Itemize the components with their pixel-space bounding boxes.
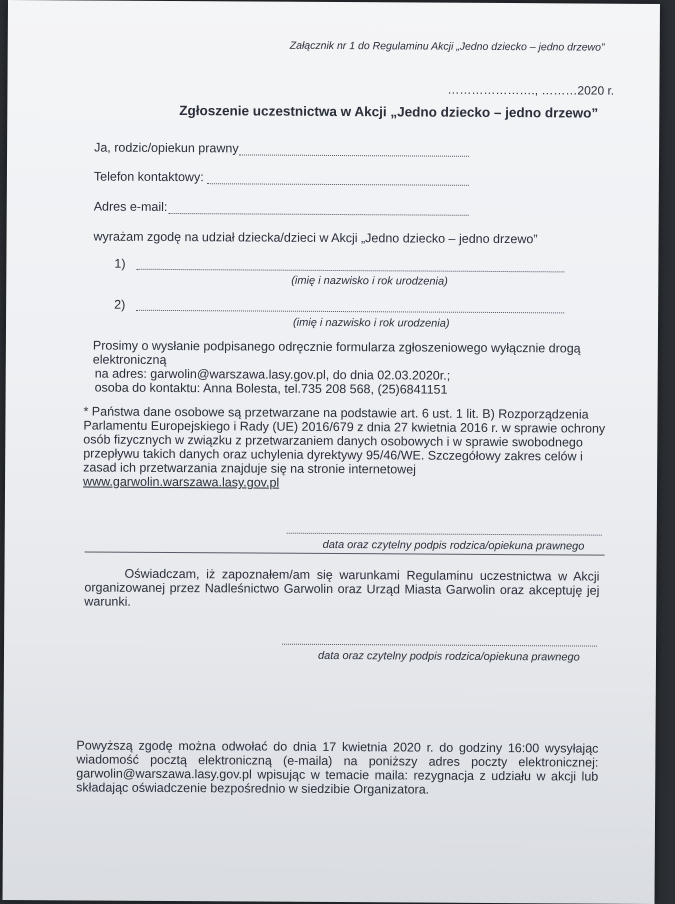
child-2-field-line[interactable] — [136, 310, 564, 314]
withdrawal-line: składając oświadczenie bezpośrednio w siedzibie Organizatora. — [76, 780, 430, 797]
signature-label-2: data oraz czytelny podpis rodzica/opiekuna prawnego — [317, 649, 580, 664]
request-line: osoba do kontaktu: Anna Bolesta, tel.735 208 568, (25)6841151 — [94, 380, 448, 397]
request-line: na adres: garwolin@warszawa.lasy.gov.pl, do dnia 02.03.2020r.; — [94, 366, 451, 383]
email-field-label: Adres e-mail: — [93, 199, 168, 214]
page-title: Zgłoszenie uczestnictwa w Akcji „Jedno dziecko – jedno drzewo” — [179, 103, 599, 121]
request-line: Prosimy o wysłanie podpisanego odręcznie formularza zgłoszeniowego wyłącznie drogą — [92, 338, 581, 356]
child-1-field-line[interactable] — [136, 269, 564, 273]
declaration-line: Oświadczam, iż zapoznałem/am się warunkami Regulaminu uczestnictwa w Akcji — [124, 566, 600, 584]
declaration-line: organizowanej przez Nadleśnictwo Garwolin oraz Urząd Miasta Garwolin oraz akceptuję jej — [84, 580, 600, 598]
parent-field-line[interactable] — [239, 154, 469, 156]
parent-field-label: Ja, rodzic/opiekun prawny — [94, 140, 239, 156]
email-field-line[interactable] — [169, 213, 469, 216]
attachment-note: Załącznik nr 1 do Regulaminu Akcji „Jedno dziecko – jedno drzewo” — [289, 39, 605, 54]
form-page — [3, 0, 660, 904]
gdpr-paragraph — [83, 404, 605, 491]
gdpr-line: przepływu takich danych oraz uchylenia dyrektywy 95/46/WE. Szczegółowy zakres celów i — [83, 446, 583, 464]
request-line: elektroniczną — [92, 352, 167, 367]
signature-label-1: data oraz czytelny podpis rodzica/opiekuna prawnego — [322, 538, 585, 553]
gdpr-line: Parlamentu Europejskiego i Rady (UE) 2016/679 z dnia 27 kwietnia 2016 r. w sprawie ochrony — [83, 418, 606, 436]
child-2-number: 2) — [114, 297, 126, 312]
signature-line-1[interactable] — [287, 533, 602, 536]
gdpr-line: osób fizycznych w związku z przetwarzaniem danych osobowych i w sprawie swobodnego — [83, 432, 583, 450]
phone-field-label: Telefon kontaktowy: — [93, 169, 204, 185]
withdrawal-line: Powyższą zgodę można odwołać do dnia 17 kwietnia 2020 r. do godziny 16:00 wysyłając — [76, 738, 599, 756]
gdpr-line: * Państwa dane osobowe są przetwarzane na podstawie art. 6 ust. 1 lit. B) Rozporządzenia — [83, 404, 589, 422]
consent-line: wyrażam zgodę na udział dziecka/dzieci w Akcji „Jedno dziecko – jedno drzewo” — [93, 229, 538, 247]
date-line: …………………., ………2020 r. — [447, 82, 615, 98]
declaration-line: warunki. — [84, 594, 131, 609]
withdrawal-line: wiadomość pocztą elektroniczną (e-maila) na poniższy adres poczty elektronicznej: — [76, 752, 599, 770]
gdpr-line: zasad ich przetwarzania znajduje się na stronie internetowej — [83, 460, 417, 477]
child-1-hint: (imię i nazwisko i rok urodzenia) — [291, 274, 448, 288]
withdrawal-paragraph — [76, 738, 598, 797]
request-paragraph — [93, 339, 581, 398]
child-2-hint: (imię i nazwisko i rok urodzenia) — [292, 316, 450, 330]
child-1-number: 1) — [114, 256, 126, 271]
withdrawal-line: garwolin@warszawa.lasy.gov.pl wpisując w temacie maila: rezygnacja z udziału w akcji lub — [76, 766, 599, 784]
website-link[interactable]: www.garwolin.warszawa.lasy.gov.pl — [83, 474, 280, 490]
phone-field-line[interactable] — [207, 183, 469, 186]
signature-line-2[interactable] — [282, 644, 597, 647]
declaration-paragraph — [84, 566, 599, 611]
